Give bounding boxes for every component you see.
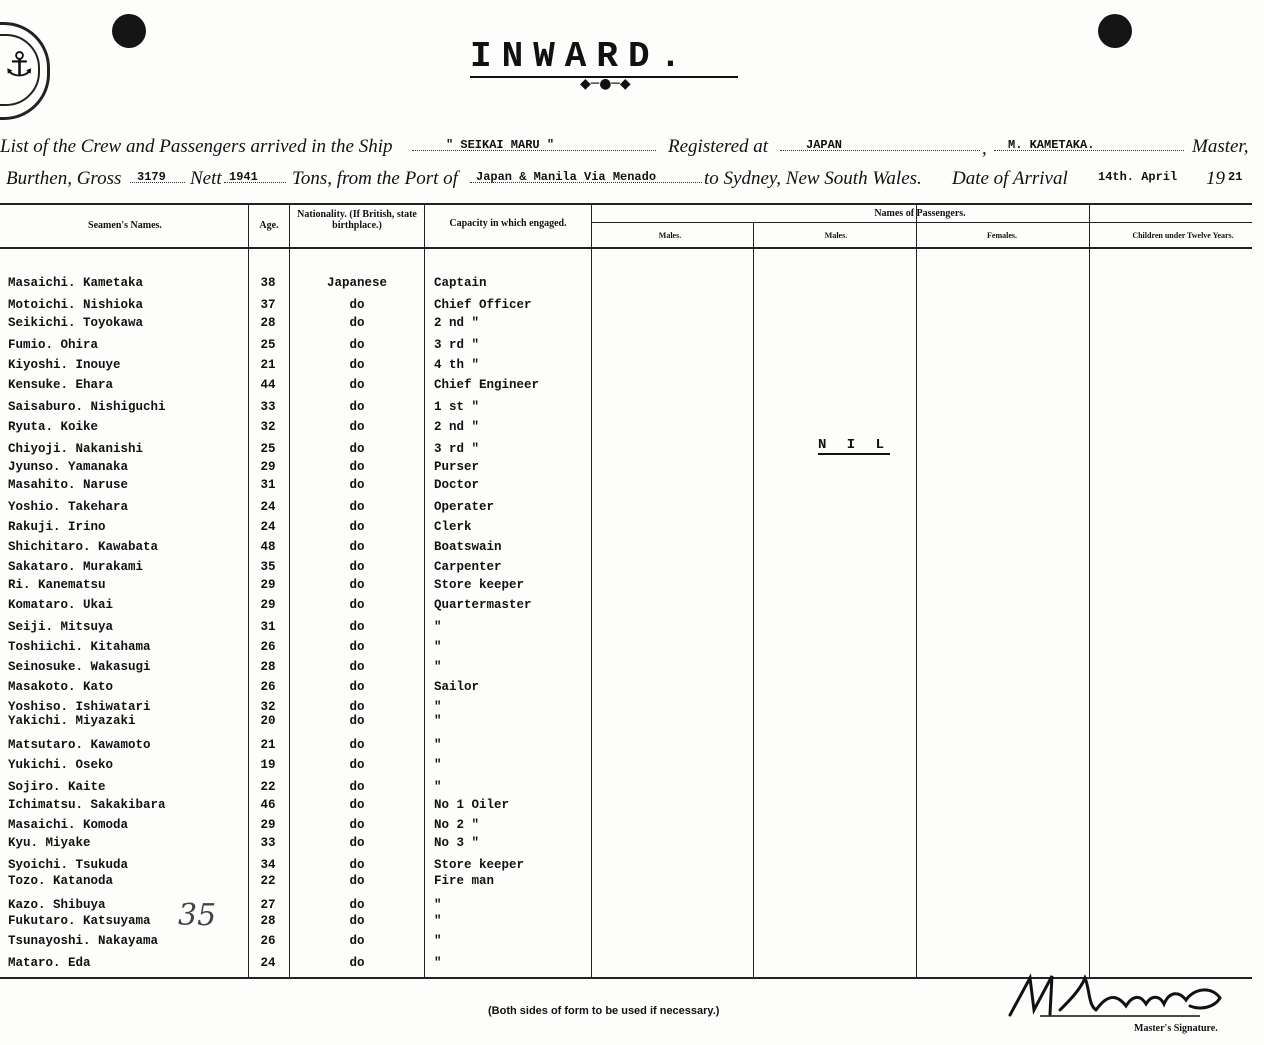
header-nationality: Nationality. (If British, state birthplace.) <box>297 209 417 231</box>
pencil-note: 35 <box>178 898 217 933</box>
crew-name: Masahito. Naruse <box>8 478 129 492</box>
crew-nationality: do <box>349 660 365 674</box>
crew-nationality: do <box>349 798 365 812</box>
punch-hole-right <box>1098 14 1132 48</box>
crew-nationality: do <box>349 478 365 492</box>
header-names: Seamen's Names. <box>88 220 162 231</box>
crew-nationality: do <box>349 338 365 352</box>
crew-name: Sojiro. Kaite <box>8 780 106 794</box>
crew-age: 31 <box>260 620 276 634</box>
crew-capacity: Operater <box>434 500 495 514</box>
crew-age: 38 <box>260 276 276 290</box>
master-label: Master, <box>1192 136 1249 157</box>
crew-age: 22 <box>260 874 276 888</box>
header-capacity: Capacity in which engaged. <box>449 218 567 229</box>
crew-age: 37 <box>260 298 276 312</box>
crew-capacity: Quartermaster <box>434 598 532 612</box>
crew-capacity: " <box>434 956 442 970</box>
nett-label: Nett <box>190 168 222 189</box>
crew-name: Motoichi. Nishioka <box>8 298 144 312</box>
crew-age: 25 <box>260 442 276 456</box>
col-rule-3 <box>424 205 425 979</box>
crew-capacity: Fire man <box>434 874 495 888</box>
crew-age: 44 <box>260 378 276 392</box>
crew-age: 24 <box>260 956 276 970</box>
crew-capacity: Boatswain <box>434 540 502 554</box>
crew-capacity: " <box>434 660 442 674</box>
crew-name: Seinosuke. Wakasugi <box>8 660 151 674</box>
header-females: Females. <box>987 231 1017 240</box>
crew-name: Toshiichi. Kitahama <box>8 640 151 654</box>
crew-name: Seiji. Mitsuya <box>8 620 114 634</box>
crew-age: 29 <box>260 818 276 832</box>
crew-capacity: " <box>434 620 442 634</box>
crew-nationality: do <box>349 874 365 888</box>
crew-nationality: do <box>349 540 365 554</box>
crew-nationality: do <box>349 298 365 312</box>
crew-capacity: 3 rd " <box>434 442 480 456</box>
crew-capacity: " <box>434 914 442 928</box>
crew-name: Yoshiso. Ishiwatari <box>8 700 151 714</box>
port-of-departure: Japan & Manila Via Menado <box>476 170 657 184</box>
crew-age: 46 <box>260 798 276 812</box>
crew-name: Yakichi. Miyazaki <box>8 714 136 728</box>
crew-age: 27 <box>260 898 276 912</box>
anchor-icon: ⚓ <box>4 45 35 85</box>
crew-capacity: " <box>434 714 442 728</box>
crew-nationality: do <box>349 598 365 612</box>
crew-capacity: No 1 Oiler <box>434 798 510 812</box>
crew-age: 22 <box>260 780 276 794</box>
crew-nationality: do <box>349 934 365 948</box>
crew-name: Yoshio. Takehara <box>8 500 129 514</box>
table-header-rule <box>0 247 1252 249</box>
crew-name: Masakoto. Kato <box>8 680 114 694</box>
col-rule-5 <box>916 205 917 979</box>
crew-name: Saisaburo. Nishiguchi <box>8 400 166 414</box>
crew-age: 28 <box>260 660 276 674</box>
crew-capacity: " <box>434 758 442 772</box>
registered-port: JAPAN <box>806 138 843 152</box>
crew-name: Syoichi. Tsukuda <box>8 858 129 872</box>
crew-nationality: do <box>349 620 365 634</box>
crew-age: 19 <box>260 758 276 772</box>
col-rule-7 <box>753 222 754 977</box>
crew-nationality: do <box>349 700 365 714</box>
crew-name: Tozo. Katanoda <box>8 874 114 888</box>
destination-label: to Sydney, New South Wales. <box>704 168 922 189</box>
nett-dotline <box>224 182 286 183</box>
crew-nationality: do <box>349 500 365 514</box>
crew-capacity: No 2 " <box>434 818 480 832</box>
crew-capacity: Chief Officer <box>434 298 532 312</box>
ship-name: " SEIKAI MARU " <box>446 138 555 152</box>
page-title: INWARD. <box>470 36 692 77</box>
punch-hole-left <box>112 14 146 48</box>
registered-label: Registered at <box>668 136 769 157</box>
crew-age: 35 <box>260 560 276 574</box>
col-rule-6 <box>1089 205 1090 979</box>
crew-age: 34 <box>260 858 276 872</box>
crew-age: 29 <box>260 460 276 474</box>
crew-capacity: Clerk <box>434 520 472 534</box>
crew-nationality: do <box>349 818 365 832</box>
passenger-subheader-rule <box>592 222 1252 223</box>
crew-capacity: " <box>434 700 442 714</box>
crew-age: 26 <box>260 680 276 694</box>
crew-nationality: do <box>349 400 365 414</box>
crew-age: 48 <box>260 540 276 554</box>
crew-capacity: 3 rd " <box>434 338 480 352</box>
crew-age: 29 <box>260 598 276 612</box>
master-name: M. KAMETAKA. <box>1008 138 1095 152</box>
tons-port-label: Tons, from the Port of <box>292 168 458 189</box>
crew-name: Kiyoshi. Inouye <box>8 358 121 372</box>
title-ornament: ◆─●─◆ <box>580 76 631 92</box>
crew-capacity: Sailor <box>434 680 480 694</box>
crew-name: Matsutaro. Kawamoto <box>8 738 151 752</box>
crew-age: 32 <box>260 700 276 714</box>
crew-capacity: No 3 " <box>434 836 480 850</box>
crew-name: Yukichi. Oseko <box>8 758 114 772</box>
crew-age: 33 <box>260 836 276 850</box>
crew-capacity: Doctor <box>434 478 480 492</box>
crew-name: Jyunso. Yamanaka <box>8 460 129 474</box>
crew-nationality: do <box>349 836 365 850</box>
crew-capacity: 4 th " <box>434 358 480 372</box>
crew-age: 20 <box>260 714 276 728</box>
crew-nationality: do <box>349 442 365 456</box>
ship-line-label: List of the Crew and Passengers arrived in the Ship <box>0 136 393 157</box>
crew-nationality: do <box>349 358 365 372</box>
crew-age: 33 <box>260 400 276 414</box>
crew-age: 29 <box>260 578 276 592</box>
crew-nationality: do <box>349 420 365 434</box>
crew-age: 28 <box>260 914 276 928</box>
crew-capacity: " <box>434 640 442 654</box>
passengers-nil: N I L <box>818 437 891 453</box>
crew-capacity: Store keeper <box>434 578 525 592</box>
crew-name: Chiyoji. Nakanishi <box>8 442 144 456</box>
crew-nationality: do <box>349 560 365 574</box>
header-passengers: Names of Passengers. <box>874 208 966 219</box>
show-through-mirrored-text <box>680 262 687 276</box>
crew-nationality: do <box>349 520 365 534</box>
crew-age: 31 <box>260 478 276 492</box>
col-rule-1 <box>248 205 249 979</box>
crew-nationality: Japanese <box>326 276 387 290</box>
crew-name: Sakataro. Murakami <box>8 560 144 574</box>
crew-age: 25 <box>260 338 276 352</box>
crew-nationality: do <box>349 316 365 330</box>
crew-capacity: Purser <box>434 460 480 474</box>
header-males-2: Males. <box>824 231 848 240</box>
crew-name: Seikichi. Toyokawa <box>8 316 144 330</box>
crew-nationality: do <box>349 578 365 592</box>
crew-nationality: do <box>349 758 365 772</box>
crew-name: Ri. Kanematsu <box>8 578 106 592</box>
crew-nationality: do <box>349 378 365 392</box>
crew-age: 21 <box>260 358 276 372</box>
crew-age: 21 <box>260 738 276 752</box>
crew-name: Kensuke. Ehara <box>8 378 114 392</box>
crew-age: 26 <box>260 934 276 948</box>
crew-age: 26 <box>260 640 276 654</box>
header-males-1: Males. <box>658 231 682 240</box>
header-children: Children under Twelve Years. <box>1132 231 1234 240</box>
header-age: Age. <box>259 220 279 231</box>
crew-name: Komataro. Ukai <box>8 598 114 612</box>
crew-capacity: " <box>434 898 442 912</box>
footer-note: (Both sides of form to be used if necessary.) <box>488 1005 720 1017</box>
year-prefix: 19 <box>1206 168 1225 189</box>
crew-capacity: 2 nd " <box>434 316 480 330</box>
crew-nationality: do <box>349 858 365 872</box>
crew-capacity: " <box>434 934 442 948</box>
master-signature-label: Master's Signature. <box>1134 1023 1218 1034</box>
crew-age: 32 <box>260 420 276 434</box>
crew-name: Tsunayoshi. Nakayama <box>8 934 159 948</box>
crew-name: Kyu. Miyake <box>8 836 91 850</box>
burthen-label: Burthen, Gross <box>6 168 122 189</box>
crew-name: Fukutaro. Katsuyama <box>8 914 151 928</box>
crew-name: Fumio. Ohira <box>8 338 99 352</box>
arrival-date-label: Date of Arrival <box>952 168 1068 189</box>
crew-capacity: Chief Engineer <box>434 378 540 392</box>
crew-age: 24 <box>260 520 276 534</box>
crew-name: Masaichi. Komoda <box>8 818 129 832</box>
crew-name: Kazo. Shibuya <box>8 898 106 912</box>
crew-capacity: " <box>434 738 442 752</box>
gross-tonnage: 3179 <box>137 170 166 184</box>
table-top-rule <box>0 203 1252 205</box>
crew-name: Ichimatsu. Sakakibara <box>8 798 166 812</box>
crew-capacity: " <box>434 780 442 794</box>
crew-capacity: Store keeper <box>434 858 525 872</box>
crew-name: Mataro. Eda <box>8 956 91 970</box>
crew-name: Ryuta. Koike <box>8 420 99 434</box>
gross-dotline <box>130 182 185 183</box>
nett-tonnage: 1941 <box>229 170 258 184</box>
comma: , <box>982 138 987 159</box>
crew-capacity: 2 nd " <box>434 420 480 434</box>
crew-nationality: do <box>349 460 365 474</box>
crew-name: Masaichi. Kametaka <box>8 276 144 290</box>
arrival-date: 14th. April <box>1098 170 1178 184</box>
crew-nationality: do <box>349 640 365 654</box>
crew-capacity: Captain <box>434 276 487 290</box>
crew-nationality: do <box>349 738 365 752</box>
crew-name: Shichitaro. Kawabata <box>8 540 159 554</box>
crew-age: 28 <box>260 316 276 330</box>
crew-capacity: Carpenter <box>434 560 502 574</box>
master-signature <box>1000 970 1230 1020</box>
crew-nationality: do <box>349 914 365 928</box>
crew-name: Rakuji. Irino <box>8 520 106 534</box>
crew-nationality: do <box>349 956 365 970</box>
crew-nationality: do <box>349 714 365 728</box>
port-dotline <box>470 182 702 183</box>
crew-nationality: do <box>349 898 365 912</box>
crew-nationality: do <box>349 680 365 694</box>
crew-age: 24 <box>260 500 276 514</box>
crew-capacity: 1 st " <box>434 400 480 414</box>
crew-nationality: do <box>349 780 365 794</box>
arrival-year: 21 <box>1228 170 1243 184</box>
col-rule-4 <box>591 205 592 979</box>
